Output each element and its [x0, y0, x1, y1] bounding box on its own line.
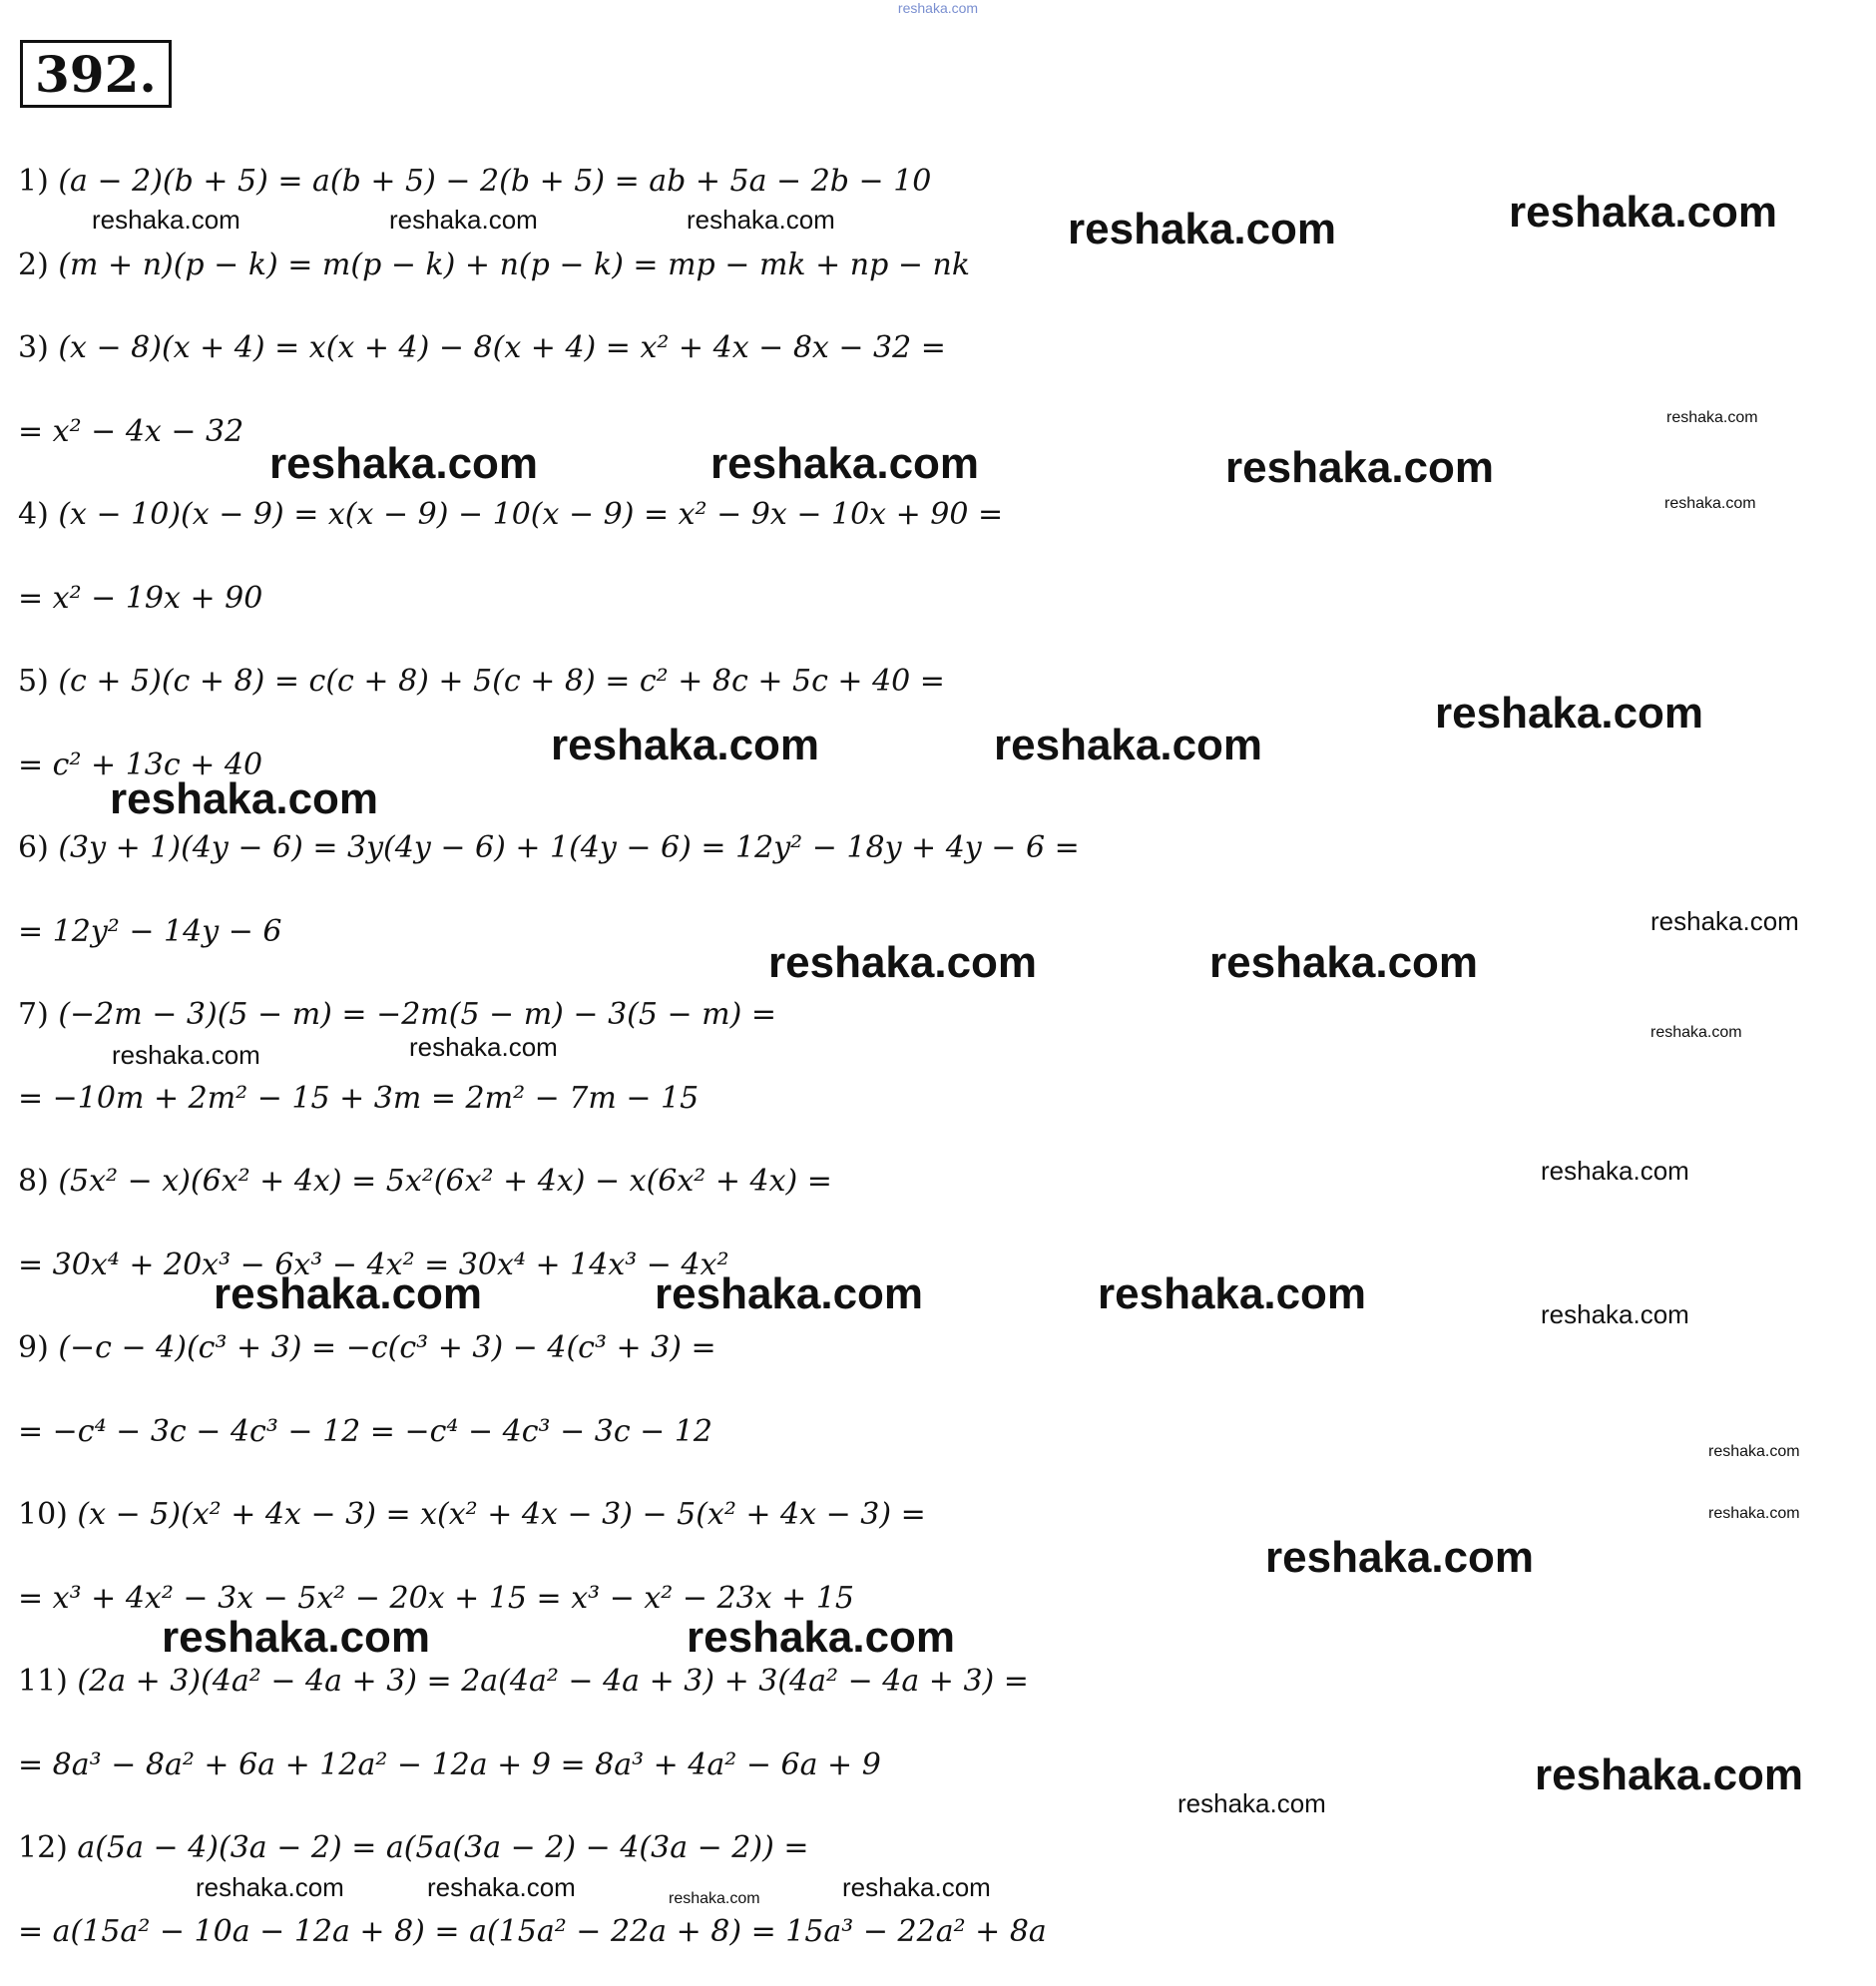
watermark: reshaka.com [1650, 906, 1799, 936]
math-expression: = 30x⁴ + 20x³ − 6x³ − 4x² = 30x⁴ + 14x³ − 4x² [18, 1246, 729, 1282]
watermark: reshaka.com [1708, 1505, 1800, 1522]
watermark: reshaka.com [427, 1872, 576, 1902]
watermark: reshaka.com [655, 1269, 924, 1318]
math-expression: = 12y² − 14y − 6 [18, 913, 282, 949]
item-number: 2) [18, 247, 59, 282]
watermark: reshaka.com [1209, 938, 1479, 987]
math-expression: (x − 10)(x − 9) = x(x − 9) − 10(x − 9) = x² − 9x − 10x + 90 = [58, 497, 1004, 532]
math-expression: = c² + 13c + 40 [18, 746, 263, 782]
watermark: reshaka.com [1177, 1788, 1326, 1818]
item-number: 12) [18, 1830, 78, 1865]
watermark: reshaka.com [1098, 1269, 1367, 1318]
watermark: reshaka.com [196, 1872, 344, 1902]
item-number: 9) [18, 1330, 59, 1365]
watermark: reshaka.com [1664, 495, 1756, 512]
solution-line [18, 557, 1876, 641]
item-number: 10) [18, 1497, 78, 1532]
math-expression: (x − 5)(x² + 4x − 3) = x(x² + 4x − 3) − 5(x² + 4x − 3) = [77, 1497, 926, 1532]
watermark: reshaka.com [1708, 1443, 1800, 1460]
watermark: reshaka.com [1265, 1533, 1535, 1582]
problem-number: 392. [20, 40, 172, 108]
math-expression: (c + 5)(c + 8) = c(c + 8) + 5(c + 8) = c² + 8c + 5c + 40 = [58, 664, 945, 699]
watermark: reshaka.com [687, 205, 835, 235]
math-expression: a(5a − 4)(3a − 2) = a(5a(3a − 2) − 4(3a − 2)) = [77, 1830, 809, 1865]
math-expression: = a(15a² − 10a − 12a + 8) = a(15a² − 22a + 8) = 15a³ − 22a² + 8a [18, 1913, 1047, 1949]
watermark: reshaka.com [1535, 1750, 1804, 1799]
math-expression: (2a + 3)(4a² − 4a + 3) = 2a(4a² − 4a + 3) + 3(4a² − 4a + 3) = [77, 1664, 1029, 1699]
watermark: reshaka.com [389, 205, 538, 235]
watermark: reshaka.com [112, 1040, 260, 1070]
watermark: reshaka.com [768, 938, 1038, 987]
watermark: reshaka.com [269, 439, 539, 488]
math-expression: = x² − 4x − 32 [18, 413, 244, 449]
math-expression: (3y + 1)(4y − 6) = 3y(4y − 6) + 1(4y − 6) = 12y² − 18y + 4y − 6 = [58, 830, 1080, 865]
math-expression: (x − 8)(x + 4) = x(x + 4) − 8(x + 4) = x² + 4x − 8x − 32 = [58, 330, 946, 365]
watermark: reshaka.com [1541, 1156, 1689, 1186]
math-expression: = −c⁴ − 3c − 4c³ − 12 = −c⁴ − 4c³ − 3c − 12 [18, 1413, 713, 1449]
watermark: reshaka.com [687, 1613, 956, 1662]
watermark: reshaka.com [551, 721, 820, 769]
math-expression: (5x² − x)(6x² + 4x) = 5x²(6x² + 4x) − x(6x² + 4x) = [58, 1164, 832, 1199]
math-expression: (m + n)(p − k) = m(p − k) + n(p − k) = mp − mk + np − nk [58, 247, 971, 282]
math-expression: = 8a³ − 8a² + 6a + 12a² − 12a + 9 = 8a³ + 4a² − 6a + 9 [18, 1746, 881, 1782]
item-number: 11) [18, 1664, 78, 1699]
solution-line [18, 1057, 1876, 1141]
math-expression: (−c − 4)(c³ + 3) = −c(c³ + 3) − 4(c³ + 3) = [58, 1330, 716, 1365]
item-number: 7) [18, 997, 59, 1032]
solution-line [18, 1473, 1876, 1557]
watermark: reshaka.com [842, 1872, 991, 1902]
watermark: reshaka.com [710, 439, 980, 488]
watermark: reshaka.com [110, 774, 379, 823]
item-number: 5) [18, 664, 59, 699]
watermark: reshaka.com [1068, 205, 1337, 253]
solution-lines [18, 140, 1876, 1973]
watermark: reshaka.com [409, 1032, 558, 1062]
solution-line [18, 306, 1876, 390]
item-number: 4) [18, 497, 59, 532]
watermark: reshaka.com [1225, 443, 1495, 492]
solution-line [18, 1390, 1876, 1474]
math-expression: = −10m + 2m² − 15 + 3m = 2m² − 7m − 15 [18, 1080, 700, 1116]
watermark: reshaka.com [1509, 188, 1778, 237]
math-expression: = x² − 19x + 90 [18, 580, 263, 616]
watermark: reshaka.com [214, 1269, 483, 1318]
item-number: 6) [18, 830, 59, 865]
watermark: reshaka.com [92, 205, 240, 235]
item-number: 1) [18, 164, 59, 199]
math-expression: = x³ + 4x² − 3x − 5x² − 20x + 15 = x³ − x² − 23x + 15 [18, 1580, 854, 1616]
item-number: 8) [18, 1164, 59, 1199]
math-expression: (−2m − 3)(5 − m) = −2m(5 − m) − 3(5 − m) = [58, 997, 777, 1032]
watermark: reshaka.com [669, 1890, 760, 1907]
watermark: reshaka.com [162, 1613, 431, 1662]
watermark: reshaka.com [1650, 1024, 1742, 1041]
watermark: reshaka.com [1541, 1299, 1689, 1329]
site-mark: reshaka.com [897, 0, 979, 16]
watermark: reshaka.com [994, 721, 1263, 769]
watermark: reshaka.com [1666, 409, 1758, 426]
math-expression: (a − 2)(b + 5) = a(b + 5) − 2(b + 5) = ab + 5a − 2b − 10 [58, 164, 932, 199]
item-number: 3) [18, 330, 59, 365]
watermark: reshaka.com [1435, 689, 1704, 738]
